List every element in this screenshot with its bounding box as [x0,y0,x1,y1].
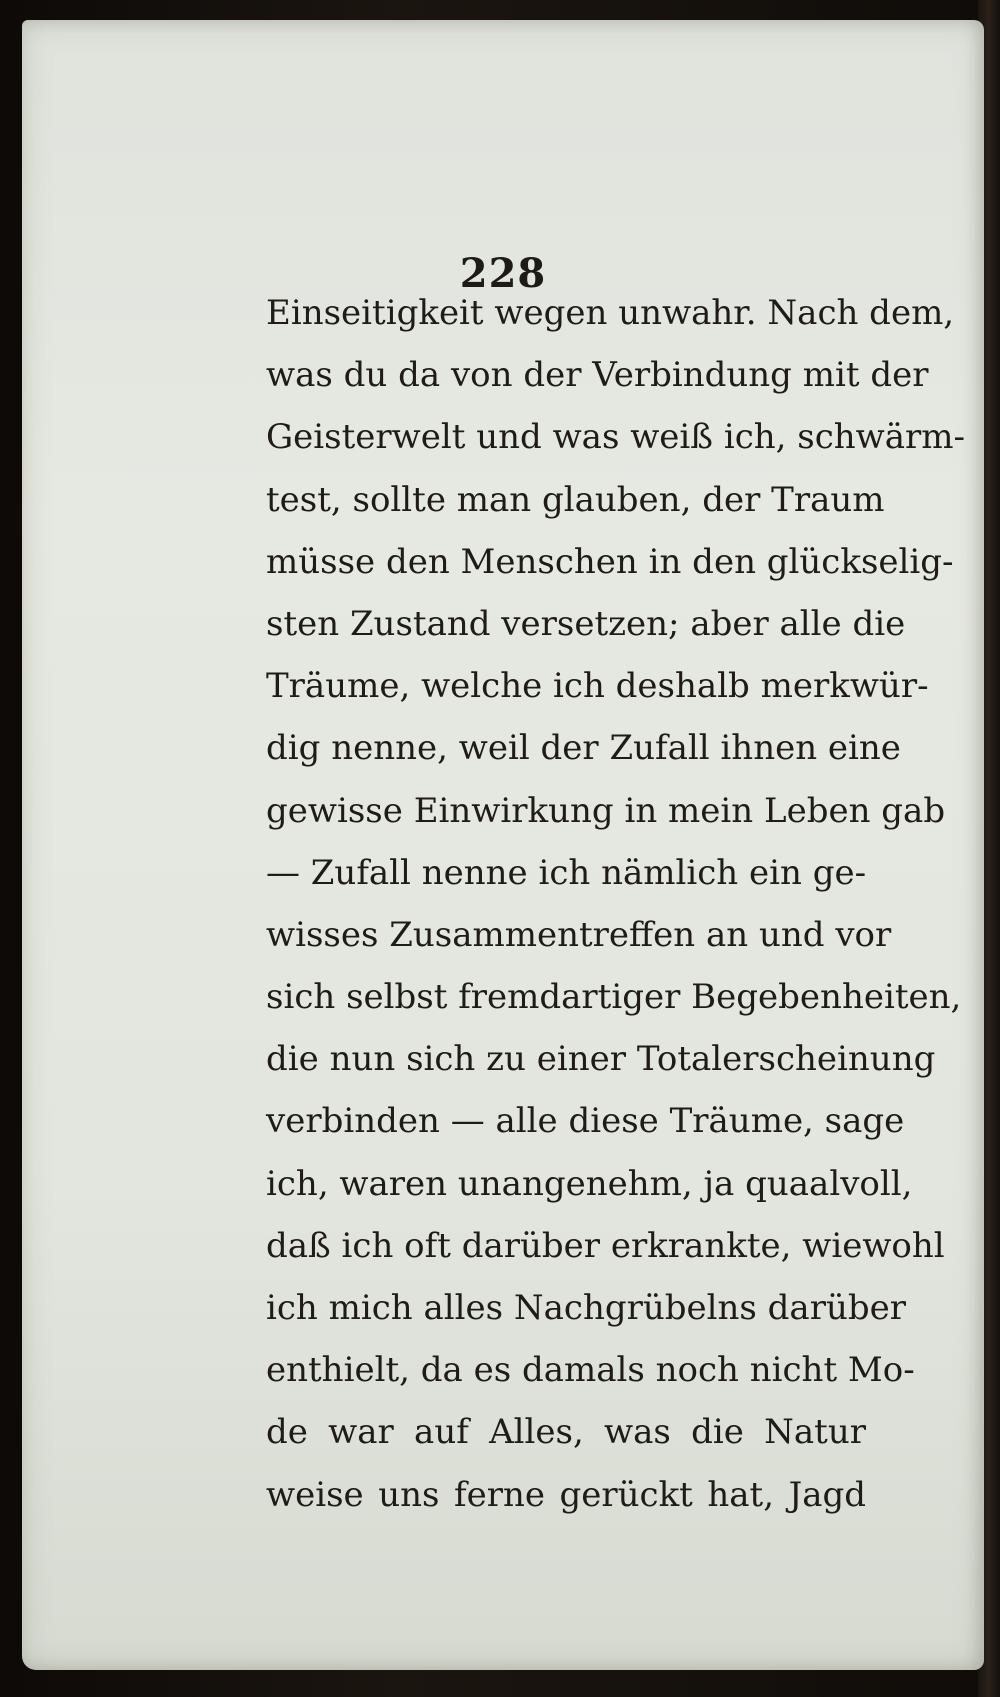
text-line: müsse den Menschen in den glückselig- [266,541,954,582]
text-line: was du da von der Verbindung mit der [266,355,929,396]
text-line: de war auf Alles, was die Natur [266,1412,866,1453]
text-line: ich mich alles Nachgrübelns darüber [266,1288,906,1328]
text-line: sich selbst fremdartiger Begebenheiten, [266,977,962,1018]
text-line: test, sollte man glauben, der Traum [266,479,885,520]
page-text [266,282,965,1526]
text-line: ich, waren unangenehm, ja quaalvoll, [266,1163,913,1204]
text-line: gewisse Einwirkung in mein Leben gab [266,790,946,831]
text-line: verbinden — alle diese Träume, sage [266,1101,905,1142]
text-line: Träume, welche ich deshalb merkwür- [266,666,929,707]
page-number: 228 [459,250,547,297]
text-line: Geisterwelt und was weiß ich, schwärm- [266,417,965,458]
text-line: — Zufall nenne ich nämlich ein ge- [266,852,867,893]
text-line: wisses Zusammentreffen an und vor [266,914,892,955]
text-line: weise uns ferne gerückt hat, Jagd [266,1474,866,1515]
text-line: die nun sich zu einer Totalerscheinung [266,1039,936,1080]
text-line: dig nenne, weil der Zufall ihnen eine [266,728,901,769]
text-line: enthielt, da es damals noch nicht Mo- [266,1350,915,1391]
text-line: Einseitigkeit wegen unwahr. Nach dem, [266,293,955,333]
text-line: sten Zustand versetzen; aber alle die [266,603,906,644]
text-line: daß ich oft darüber erkrankte, wiewohl [266,1225,945,1266]
